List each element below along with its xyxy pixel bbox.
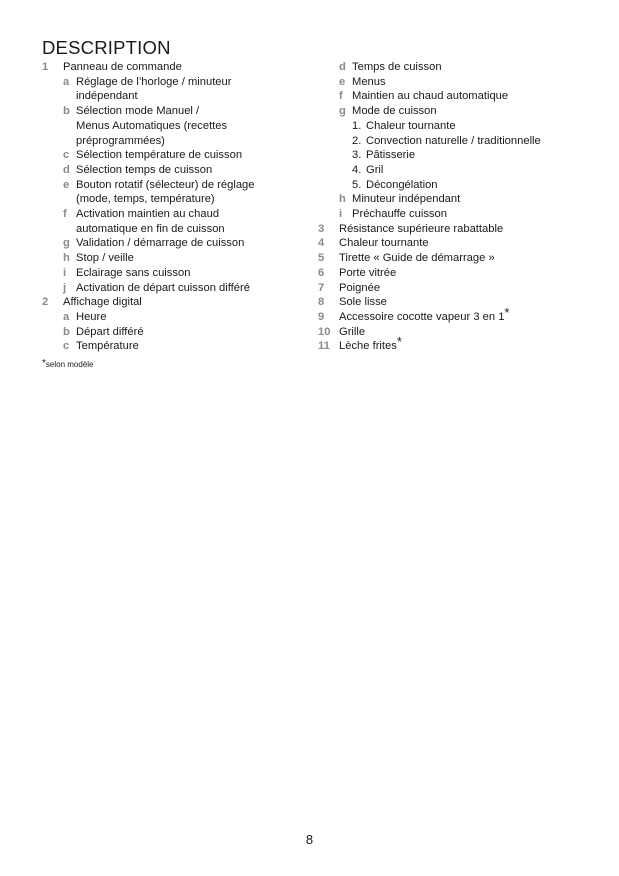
item-number: 1 [42, 61, 49, 73]
sub-list-item [318, 119, 598, 134]
list-item [42, 310, 312, 325]
item-label: Menus Automatiques (recettes [76, 119, 228, 132]
item-number: 6 [318, 266, 325, 279]
item-number: 9 [318, 310, 325, 323]
item-letter: g [339, 105, 346, 118]
item-label [318, 334, 598, 354]
item-label: Gril [366, 163, 384, 176]
item-label: Sélection température de cuisson [76, 149, 243, 162]
list-item-continuation [42, 89, 312, 104]
item-label: Réglage de l’horloge / minuteur [76, 75, 232, 88]
item-letter: b [63, 105, 70, 118]
sub-list-item [318, 148, 598, 163]
item-label: Activation maintien au chaud [76, 208, 220, 221]
item-letter: i [339, 208, 343, 221]
item-letter: d [63, 163, 70, 176]
item-label: Heure [76, 310, 107, 323]
page-title: DESCRIPTION [42, 37, 171, 58]
sub-item-number: 3. [352, 149, 362, 162]
item-label: Sole lisse [339, 296, 387, 309]
item-label: Menus [352, 75, 386, 88]
item-label: Validation / démarrage de cuisson [76, 237, 245, 250]
footnote-marker: * [42, 358, 46, 369]
list-item [318, 104, 598, 119]
item-letter: h [63, 252, 70, 265]
list-item [318, 236, 598, 251]
list-item [42, 148, 312, 163]
list-item-continuation [42, 222, 312, 237]
list-item [42, 75, 312, 90]
list-item-continuation [42, 192, 312, 207]
item-number: 10 [318, 325, 331, 338]
item-letter: i [63, 266, 67, 279]
item-number: 11 [318, 340, 330, 353]
item-letter: a [63, 75, 70, 88]
list-item [318, 304, 598, 325]
item-number: 8 [318, 296, 325, 309]
list-item [318, 207, 598, 222]
item-label: (mode, temps, température) [76, 193, 215, 206]
item-label: Décongélation [366, 178, 438, 191]
item-label: indépendant [76, 90, 138, 103]
sub-list-item [318, 134, 598, 149]
item-label: Température [76, 340, 139, 353]
list-item [318, 89, 598, 104]
item-label: Bouton rotatif (sélecteur) de réglage [76, 178, 255, 191]
item-label: Activation de départ cuisson différé [76, 281, 250, 294]
list-item [42, 104, 312, 119]
sub-item-number: 5. [352, 178, 362, 191]
item-number: 5 [318, 252, 325, 265]
item-letter: e [63, 178, 70, 191]
item-label: Stop / veille [76, 252, 134, 265]
item-label: Chaleur tournante [339, 237, 429, 250]
item-letter: f [339, 90, 343, 103]
sub-list-item [318, 163, 598, 178]
item-label: Grille [339, 325, 366, 338]
footnote-text: selon modèle [45, 360, 94, 369]
list-item [318, 251, 598, 266]
list-item [318, 192, 598, 207]
list-item [318, 75, 598, 90]
item-letter: a [63, 310, 70, 323]
sub-item-number: 1. [352, 119, 362, 132]
footnote-marker: * [396, 334, 402, 350]
item-letter: d [339, 61, 346, 73]
list-item [318, 281, 598, 296]
list-item-continuation [42, 134, 312, 149]
item-label: Minuteur indépendant [352, 193, 461, 206]
list-item-continuation [42, 119, 312, 134]
item-number: 2 [42, 296, 49, 309]
item-label: Sélection mode Manuel / [76, 105, 200, 118]
sub-item-number: 2. [352, 134, 362, 147]
item-label: Chaleur tournante [366, 119, 456, 132]
item-label: Départ différé [76, 325, 144, 338]
item-label: Poignée [339, 281, 381, 294]
item-letter: j [63, 281, 67, 294]
item-label: Panneau de commande [63, 61, 182, 73]
list-item [42, 60, 312, 75]
list-item [318, 325, 598, 340]
item-text: Lèche frites [339, 340, 397, 353]
item-number: 7 [318, 281, 325, 294]
right-column [318, 60, 598, 354]
item-letter: b [63, 325, 70, 338]
item-label: Porte vitrée [339, 266, 397, 279]
list-item [42, 295, 312, 310]
list-item [42, 281, 312, 296]
page-number: 8 [305, 832, 314, 847]
item-letter: e [339, 75, 346, 88]
list-item [42, 266, 312, 281]
item-letter: f [63, 208, 67, 221]
list-item [42, 251, 312, 266]
footnote-marker: * [504, 304, 510, 320]
list-item [318, 334, 598, 354]
item-label: automatique en fin de cuisson [76, 222, 225, 235]
item-number: 3 [318, 222, 325, 235]
list-item [318, 266, 598, 281]
list-item [42, 236, 312, 251]
item-label: Résistance supérieure rabattable [339, 222, 504, 235]
item-letter: h [339, 193, 346, 206]
list-item [42, 178, 312, 193]
item-letter: c [63, 149, 70, 162]
sub-list-item [318, 178, 598, 193]
left-column [42, 60, 312, 354]
list-item [42, 325, 312, 340]
list-item [318, 295, 598, 310]
item-label: Eclairage sans cuisson [76, 266, 191, 279]
item-label: préprogrammées) [76, 134, 165, 147]
item-label: Temps de cuisson [352, 61, 442, 73]
item-number: 4 [318, 237, 325, 250]
item-label: Préchauffe cuisson [352, 208, 447, 221]
item-label: Convection naturelle / traditionnelle [366, 134, 541, 147]
item-letter: g [63, 237, 70, 250]
list-item [42, 339, 312, 354]
list-item [318, 222, 598, 237]
item-label: Affichage digital [63, 296, 142, 309]
item-label: Pâtisserie [366, 149, 416, 162]
list-item [42, 207, 312, 222]
sub-item-number: 4. [352, 163, 362, 176]
item-label: Sélection temps de cuisson [76, 163, 213, 176]
footnote [42, 358, 94, 369]
list-item [42, 163, 312, 178]
item-label: Maintien au chaud automatique [352, 90, 509, 103]
item-letter: c [63, 340, 70, 353]
item-text: Accessoire cocotte vapeur 3 en 1 [339, 310, 505, 323]
item-label: Mode de cuisson [352, 105, 437, 118]
item-label: Tirette « Guide de démarrage » [339, 252, 495, 265]
list-item [318, 60, 598, 75]
item-label [318, 304, 598, 325]
